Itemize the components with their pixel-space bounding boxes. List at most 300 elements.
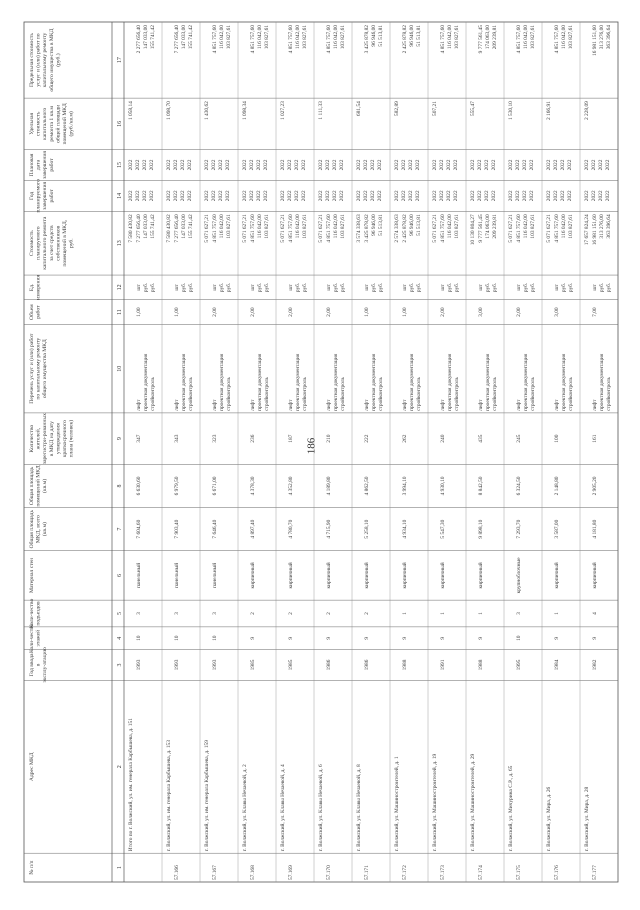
completion-year-cell: 2022 [356, 190, 362, 202]
cost-cell: 174 063,00 [485, 214, 491, 239]
header-label: помещений в МКД, [62, 219, 68, 267]
completion-year-cell: 2022 [318, 190, 324, 202]
completion-year-cell: 2022 [142, 190, 148, 202]
header-label: за счет средств [48, 225, 55, 262]
floors-cell: 9 [364, 636, 370, 640]
planned-date-cell: 2022 [546, 159, 552, 171]
floors-cell: 9 [554, 636, 560, 640]
cost-total-cell: 5 071 627,21 [242, 214, 248, 243]
limit-cost-cell: 313 276,00 [599, 25, 605, 50]
cost-total-cell: 5 071 627,21 [280, 214, 286, 243]
floors-cell: 9 [326, 636, 332, 640]
floors-cell: 10 [136, 635, 142, 641]
column-number: 4 [117, 636, 123, 640]
header-label: Адрес МКД [29, 752, 35, 782]
header-label: Плановая [29, 153, 35, 177]
completion-year-cell: 2022 [294, 190, 300, 202]
header-label: Объем [29, 304, 35, 320]
planned-date-cell: 2022 [318, 159, 324, 171]
address-cell: г. Волжский, ул. Машиностроителей, д. 1 [394, 756, 400, 852]
header-label: собственников [55, 225, 62, 261]
wall-material-cell: кирпичный [440, 562, 446, 589]
unit-cell: шт [516, 284, 522, 291]
limit-cost-cell: 116 042,00 [219, 25, 225, 50]
cost-cell: 103 827,61 [226, 214, 232, 239]
work-item: лифт [288, 399, 294, 411]
limit-cost-cell: 147 033,00 [181, 25, 187, 50]
limit-cost-cell: 4 851 757,60 [250, 25, 256, 54]
planned-date-cell: 2022 [128, 159, 134, 171]
limit-cost-cell: 4 851 757,60 [212, 25, 218, 54]
column-number: 16 [117, 120, 123, 127]
row-number: 57.175 [516, 865, 522, 880]
entrances-cell: 2 [326, 612, 332, 615]
planned-date-cell: 2022 [453, 159, 459, 171]
column-number: 3 [117, 663, 123, 667]
limit-cost-cell: 116 042,00 [523, 25, 529, 50]
cost-cell: 4 851 757,60 [250, 214, 256, 243]
cost-cell: 103 827,61 [264, 214, 270, 239]
completion-year-cell: 2022 [301, 190, 307, 202]
year-cell: 1985 [288, 659, 294, 671]
header-label: (руб./кв.м) [68, 111, 75, 137]
floors-cell: 9 [288, 636, 294, 640]
limit-cost-cell: 3 425 878,82 [364, 25, 370, 54]
completion-year-cell: 2022 [180, 190, 186, 202]
limit-cost-cell: 209 239,81 [492, 25, 498, 50]
limit-cost-cell: 96 946,00 [409, 25, 415, 47]
header-label: утверждения [55, 423, 62, 455]
limit-cost-cell: 116 042,00 [295, 25, 301, 50]
header-label: стоимость [35, 111, 42, 137]
completion-year-cell: 2022 [401, 190, 407, 202]
column-number: 1 [117, 866, 123, 870]
limit-cost-cell: 96 946,00 [371, 25, 377, 47]
planned-date-cell: 2022 [356, 159, 362, 171]
completion-year-cell: 2022 [598, 190, 604, 202]
completion-year-cell: 2022 [515, 190, 521, 202]
planned-date-cell: 2022 [553, 159, 559, 171]
work-item: стройконтроль [416, 377, 422, 411]
unit-cell: руб. [340, 282, 346, 293]
completion-year-cell: 2022 [605, 190, 611, 202]
cost-total-cell: 5 071 627,21 [508, 214, 514, 243]
unit-cell: руб. [295, 282, 301, 293]
entrances-cell: 1 [478, 612, 484, 615]
column-number: 12 [117, 284, 123, 291]
residents-cell: 210 [326, 434, 332, 443]
column-number: 11 [117, 309, 123, 315]
cost-cell: 96 946,00 [409, 214, 415, 236]
planned-date-cell: 2022 [439, 159, 445, 171]
planned-date-cell: 2022 [515, 159, 521, 171]
header-label: завершения [42, 151, 49, 179]
cost-total-cell: 5 071 627,21 [204, 214, 210, 243]
limit-cost-cell: 103 827,61 [302, 25, 308, 50]
completion-year-cell: 2022 [584, 190, 590, 202]
specific-cost-cell: 582,89 [394, 101, 400, 116]
row-number: 57.167 [212, 865, 218, 880]
year-cell: 1986 [364, 659, 370, 671]
limit-cost-cell: 4 851 757,60 [288, 25, 294, 54]
specific-cost-cell: 2 228,09 [584, 101, 590, 120]
work-item: лифт [402, 399, 408, 411]
specific-cost-cell: 1 027,23 [280, 101, 286, 120]
header-label: (кв.м) [42, 522, 49, 537]
address-cell: Итого по г. Волжский, ул. им. генерала Карбышева, д. 151 [128, 718, 134, 852]
header-label: краткосрочного [62, 420, 68, 458]
header-label: капитальному ремонту [42, 32, 49, 88]
cost-cell: 103 827,61 [530, 214, 536, 239]
cost-cell: 313 276,00 [599, 214, 605, 239]
unit-cell: руб. [302, 282, 308, 293]
rooms-area-cell: 2 148,80 [554, 476, 560, 496]
cost-total-cell: 7 580 430,82 [166, 214, 172, 243]
completion-year-cell: 2022 [394, 190, 400, 202]
work-item: стройконтроль [606, 377, 612, 411]
cost-cell: 9 777 561,45 [478, 214, 484, 243]
completion-year-cell: 2022 [332, 190, 338, 202]
residents-cell: 323 [212, 434, 218, 443]
work-item: лифт [440, 399, 446, 411]
column-number: 10 [117, 365, 123, 372]
cost-cell: 116 042,00 [219, 214, 225, 239]
limit-cost-cell: 116 042,00 [333, 25, 339, 50]
header-label: общей площади [55, 104, 62, 143]
unit-cell: руб. [264, 282, 270, 293]
cost-total-cell: 2 574 338,63 [394, 214, 400, 243]
rooms-area-cell: 6 324,50 [516, 476, 522, 496]
cost-cell: 103 827,61 [340, 214, 346, 239]
work-item: стройконтроль [340, 377, 346, 411]
cost-total-cell: 3 574 338,63 [356, 214, 362, 243]
header-label: МКД, всего [35, 515, 42, 544]
planned-date-cell: 2022 [446, 159, 452, 171]
column-number: 15 [117, 161, 123, 168]
limit-cost-cell: 103 827,61 [454, 25, 460, 50]
address-cell: г. Волжский, ул. Мичурина С.Р., д. 65 [508, 765, 514, 852]
limit-cost-cell: 16 981 151,60 [592, 25, 598, 56]
address-cell: г. Волжский, ул. им. генерала Карбышева, д. 159 [204, 740, 210, 852]
unit-cell: шт [440, 284, 446, 291]
table-body [127, 25, 612, 880]
column-number: 2 [117, 765, 123, 769]
header-label: Количество [29, 424, 35, 453]
column-number: 9 [117, 437, 123, 441]
header-label: помещений МКД [35, 465, 42, 507]
completion-year-cell: 2022 [370, 190, 376, 202]
residents-cell: 343 [174, 434, 180, 443]
header-label: Коли-чество [29, 623, 35, 653]
work-item: стройконтроль [264, 377, 270, 411]
header-label: № п/п [29, 860, 35, 875]
cost-cell: 4 851 757,60 [326, 214, 332, 243]
residents-cell: 222 [364, 434, 370, 443]
work-item: проектная документация [485, 353, 491, 411]
wall-material-cell: панельный [212, 562, 218, 588]
wall-material-cell: крупноблочные [516, 557, 522, 594]
column-number: 14 [117, 192, 123, 199]
limit-cost-cell: 116 042,00 [561, 25, 567, 50]
completion-year-cell: 2022 [166, 190, 172, 202]
completion-year-cell: 2022 [249, 190, 255, 202]
completion-year-cell: 2022 [149, 190, 155, 202]
unit-cell: шт [402, 284, 408, 291]
year-cell: 1984 [554, 659, 560, 671]
year-cell: 1982 [592, 659, 598, 671]
cost-cell: 4 851 757,60 [516, 214, 522, 243]
row-number: 57.170 [326, 865, 332, 880]
total-area-cell: 4 780,70 [288, 519, 294, 539]
header-label: капитального [42, 107, 49, 140]
limit-cost-cell: 51 513,81 [378, 25, 384, 47]
address-cell: г. Волжский, ул. Машиностроителей, д. 19 [432, 753, 438, 852]
cost-cell: 4 851 757,60 [440, 214, 446, 243]
address-cell: г. Волжский, ул. Клавы Нечаевой, д. 4 [280, 764, 286, 852]
wall-material-cell: панельный [174, 562, 180, 588]
entrances-cell: 1 [402, 612, 408, 615]
cost-cell: 2 425 878,82 [402, 214, 408, 243]
cost-cell: 155 741,42 [188, 214, 194, 239]
completion-year-cell: 2022 [363, 190, 369, 202]
work-item: стройконтроль [378, 377, 384, 411]
cost-cell: 103 827,61 [454, 214, 460, 239]
planned-date-cell: 2022 [256, 159, 262, 171]
unit-cell: руб. [226, 282, 232, 293]
volume-cell: 2,00 [212, 307, 218, 317]
header-label: Ед. [29, 283, 35, 292]
unit-cell: руб. [454, 282, 460, 293]
table-border [24, 22, 618, 882]
work-item: проектная документация [371, 353, 377, 411]
unit-cell: руб. [416, 282, 422, 293]
work-item: стройконтроль [454, 377, 460, 411]
planned-date-cell: 2022 [301, 159, 307, 171]
address-cell: г. Волжский, ул. Клавы Нечаевой, д. 2 [242, 764, 248, 852]
cost-cell: 116 042,00 [257, 214, 263, 239]
work-item: лифт [174, 399, 180, 411]
completion-year-cell: 2022 [135, 190, 141, 202]
year-cell: 1988 [402, 659, 408, 671]
planned-date-cell: 2022 [135, 159, 141, 171]
rooms-area-cell: 4 862,50 [364, 476, 370, 496]
unit-cell: руб. [485, 282, 491, 293]
cost-total-cell: 5 071 627,21 [432, 214, 438, 243]
work-item: проектная документация [219, 353, 225, 411]
work-item: лифт [478, 399, 484, 411]
floors-cell: 9 [440, 636, 446, 640]
entrances-cell: 2 [288, 612, 294, 615]
planned-date-cell: 2022 [567, 159, 573, 171]
total-area-cell: 9 898,10 [478, 519, 484, 539]
cost-cell: 16 981 151,60 [592, 214, 598, 246]
unit-cell: руб. [523, 282, 529, 293]
floors-cell: 9 [250, 636, 256, 640]
volume-cell: 7,00 [592, 307, 598, 317]
entrances-cell: 3 [136, 612, 142, 615]
header-label: завершения [42, 181, 49, 210]
header-label: Материал стен [29, 557, 35, 594]
volume-cell: 2,00 [288, 307, 294, 317]
unit-cell: шт [478, 284, 484, 291]
limit-cost-cell: 4 851 757,60 [554, 25, 560, 54]
completion-year-cell: 2022 [225, 190, 231, 202]
column-number: 13 [117, 240, 123, 247]
specific-cost-cell: 2 166,91 [546, 101, 552, 120]
completion-year-cell: 2022 [560, 190, 566, 202]
planned-date-cell: 2022 [187, 159, 193, 171]
total-area-cell: 7 646,40 [212, 519, 218, 539]
volume-cell: 1,00 [136, 307, 142, 317]
planned-date-cell: 2022 [598, 159, 604, 171]
completion-year-cell: 2022 [477, 190, 483, 202]
row-number: 57.168 [250, 865, 256, 880]
unit-cell: шт [592, 284, 598, 291]
limit-cost-cell: 103 827,61 [226, 25, 232, 50]
cost-cell: 155 741,42 [150, 214, 156, 239]
header-label: работ [48, 189, 55, 203]
unit-cell: шт [250, 284, 256, 291]
residents-cell: 245 [516, 434, 522, 443]
header-label: (руб.) [55, 53, 62, 67]
volume-cell: 2,00 [440, 307, 446, 317]
volume-cell: 2,00 [326, 307, 332, 317]
cost-total-cell: 17 657 824,24 [584, 214, 590, 246]
header-label: измерения [35, 274, 42, 300]
cost-cell: 51 513,81 [416, 214, 422, 236]
header-label: работ [35, 305, 42, 319]
planned-date-cell: 2022 [470, 159, 476, 171]
row-number: 57.177 [592, 865, 598, 880]
specific-cost-cell: 1 530,10 [508, 101, 514, 120]
cost-cell: 116 042,00 [561, 214, 567, 239]
header-label: Общая площадь [29, 466, 35, 506]
wall-material-cell: кирпичный [592, 562, 598, 589]
wall-material-cell: кирпичный [250, 562, 256, 589]
planned-date-cell: 2022 [401, 159, 407, 171]
planned-date-cell: 2022 [522, 159, 528, 171]
rooms-area-cell: 3 994,10 [402, 476, 408, 496]
cost-cell: 3 425 878,82 [364, 214, 370, 243]
completion-year-cell: 2022 [567, 190, 573, 202]
completion-year-cell: 2022 [377, 190, 383, 202]
limit-cost-cell: 51 513,81 [416, 25, 422, 47]
unit-cell: руб. [447, 282, 453, 293]
column-number: 17 [117, 57, 123, 64]
specific-cost-cell: 1 098,34 [242, 101, 248, 120]
unit-cell: шт [326, 284, 332, 291]
cost-cell: 116 042,00 [295, 214, 301, 239]
floors-cell: 9 [478, 636, 484, 640]
planned-date-cell: 2022 [394, 159, 400, 171]
completion-year-cell: 2022 [187, 190, 193, 202]
planned-date-cell: 2022 [484, 159, 490, 171]
year-cell: 1993 [136, 659, 142, 671]
header-label: капитального ремонта [42, 216, 49, 270]
year-cell: 1991 [440, 659, 446, 671]
address-cell: г. Волжский, ул. Клавы Нечаевой, д. 8 [356, 764, 362, 852]
work-item: проектная документация [143, 353, 149, 411]
header-label: Удельная [29, 112, 35, 135]
completion-year-cell: 2022 [591, 190, 597, 202]
total-area-cell: 4 715,90 [326, 519, 332, 539]
work-item: проектная документация [599, 353, 605, 411]
entrances-cell: 3 [174, 612, 180, 615]
unit-cell: руб. [181, 282, 187, 293]
limit-cost-cell: 9 777 561,45 [478, 25, 484, 54]
limit-cost-cell: 155 741,42 [150, 25, 156, 50]
planned-date-cell: 2022 [408, 159, 414, 171]
planned-date-cell: 2022 [508, 159, 514, 171]
planned-date-cell: 2022 [166, 159, 172, 171]
floors-cell: 10 [516, 635, 522, 641]
completion-year-cell: 2022 [415, 190, 421, 202]
completion-year-cell: 2022 [508, 190, 514, 202]
cost-cell: 209 239,81 [492, 214, 498, 239]
volume-cell: 1,00 [402, 307, 408, 317]
completion-year-cell: 2022 [546, 190, 552, 202]
rooms-area-cell: 2 905,20 [592, 476, 598, 496]
completion-year-cell: 2022 [484, 190, 490, 202]
total-area-cell: 5 547,30 [440, 519, 446, 539]
planned-date-cell: 2022 [491, 159, 497, 171]
header-label: Год ввода [29, 653, 35, 677]
work-item: лифт [136, 399, 142, 411]
planned-date-cell: 2022 [332, 159, 338, 171]
limit-cost-cell: 2 425 878,82 [402, 25, 408, 54]
completion-year-cell: 2022 [325, 190, 331, 202]
header-label: помещений МКД [62, 103, 68, 145]
year-cell: 1995 [516, 659, 522, 671]
completion-year-cell: 2022 [491, 190, 497, 202]
completion-year-cell: 2022 [522, 190, 528, 202]
rooms-area-cell: 4 378,30 [250, 476, 256, 496]
entrances-cell: 1 [440, 612, 446, 615]
completion-year-cell: 2022 [218, 190, 224, 202]
cost-cell: 51 513,81 [378, 214, 384, 236]
completion-year-cell: 2022 [339, 190, 345, 202]
header-label: руб. [68, 238, 75, 249]
planned-date-cell: 2022 [211, 159, 217, 171]
limit-cost-cell: 155 741,42 [188, 25, 194, 50]
header-label: по капитальному ремонту [35, 337, 42, 400]
unit-cell: руб. [530, 282, 536, 293]
header-label: планируемого [35, 226, 42, 260]
work-item: стройконтроль [226, 377, 232, 411]
address-cell: г. Волжский, ул. Клавы Нечаевой, д. 6 [318, 764, 324, 852]
year-cell: 1985 [250, 659, 256, 671]
planned-date-cell: 2022 [591, 159, 597, 171]
planned-date-cell: 2022 [477, 159, 483, 171]
work-item: лифт [326, 399, 332, 411]
header-label: планируемого [35, 179, 42, 213]
cost-cell: 147 033,00 [181, 214, 187, 239]
header-label: Перечень услуг и (или) работ [29, 333, 35, 404]
work-item: проектная документация [523, 353, 529, 411]
limit-cost-cell: 103 827,61 [340, 25, 346, 50]
unit-cell: руб. [492, 282, 498, 293]
work-item: лифт [250, 399, 256, 411]
cost-cell: 116 042,00 [523, 214, 529, 239]
work-item: лифт [592, 399, 598, 411]
total-area-cell: 4 897,40 [250, 519, 256, 539]
header-label: Коли-чество [29, 598, 35, 629]
planned-date-cell: 2022 [149, 159, 155, 171]
work-item: лифт [364, 399, 370, 411]
cost-cell: 103 827,61 [568, 214, 574, 239]
limit-cost-cell: 116 042,00 [257, 25, 263, 50]
planned-date-cell: 2022 [204, 159, 210, 171]
